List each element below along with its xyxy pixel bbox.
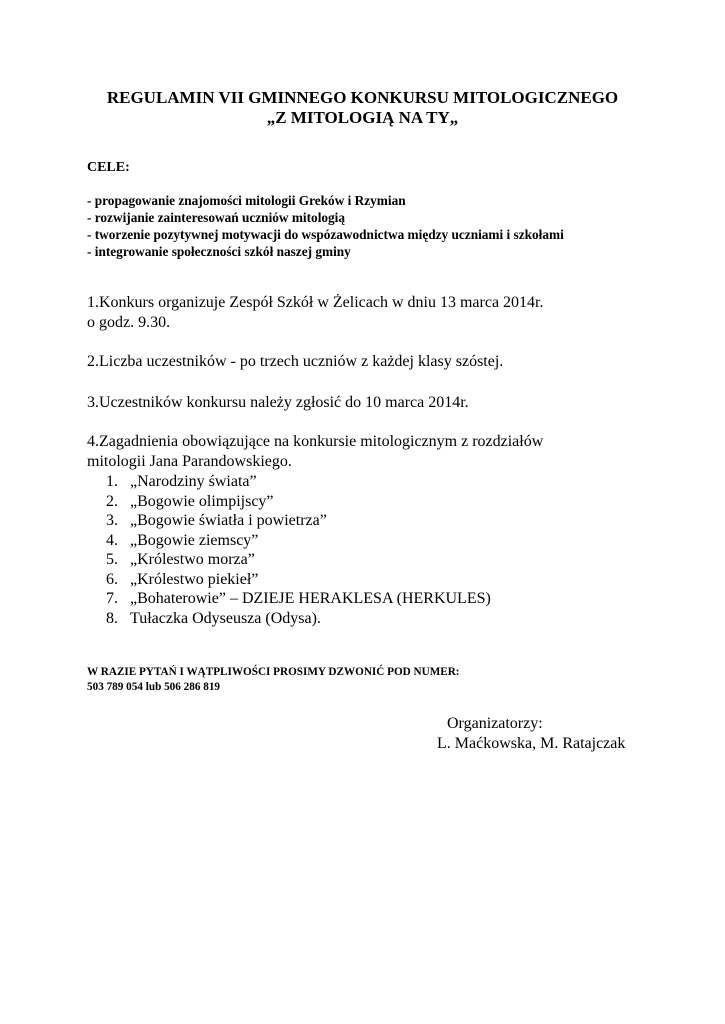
topic-text: Tułaczka Odyseusza (Odysa).	[130, 609, 321, 627]
contact-phone-numbers: 503 789 054 lub 506 286 819	[87, 681, 221, 693]
rule-4-line-2: mitologii Jana Parandowskiego.	[87, 453, 292, 470]
rule-1-line-1: 1.Konkurs organizuje Zespół Szkół w Żelicach w dniu 13 marca 2014r.	[87, 294, 544, 311]
topic-text: „Królestwo piekieł”	[130, 570, 259, 588]
topic-number: 4.	[106, 531, 118, 549]
document-subtitle: „Z MITOLOGIĄ NA TY„	[266, 108, 459, 127]
topic-item	[106, 589, 491, 609]
goals-heading: CELE:	[87, 160, 130, 175]
topic-number: 1.	[106, 473, 118, 490]
topic-number: 7.	[106, 590, 118, 607]
rule-3: 3.Uczestników konkursu należy zgłosić do 10 marca 2014r.	[87, 394, 469, 411]
topic-text: „Bogowie olimpijscy”	[130, 492, 274, 510]
topic-item	[106, 570, 491, 590]
topic-text: „Bohaterowie” – DZIEJE HERAKLESA (HERKULES)	[130, 590, 491, 607]
topic-item	[106, 609, 491, 629]
topics-list	[106, 472, 491, 628]
goal-item: - rozwijanie zainteresowań uczniów mitologią	[87, 210, 346, 225]
goal-item: - integrowanie społeczności szkół naszej gminy	[87, 244, 351, 259]
topic-number: 8.	[106, 609, 118, 627]
rule-4-line-1: 4.Zagadnienia obowiązujące na konkursie mitologicznym z rozdziałów	[87, 433, 544, 450]
topic-number: 6.	[106, 570, 118, 588]
rule-2: 2.Liczba uczestników - po trzech uczniów z każdej klasy szóstej.	[87, 353, 504, 370]
contact-info	[87, 665, 460, 695]
topic-text: „Narodziny świata”	[130, 473, 257, 490]
topic-text: „Bogowie ziemscy”	[130, 531, 259, 549]
topic-item	[106, 550, 491, 570]
topic-number: 2.	[106, 492, 118, 510]
topic-item	[106, 492, 491, 512]
rule-1-line-2: o godz. 9.30.	[87, 314, 171, 331]
organizers-names: L. Maćkowska, M. Ratajczak	[437, 735, 626, 752]
goal-item: - propagowanie znajomości mitologii Greków i Rzymian	[87, 193, 406, 208]
topic-number: 5.	[106, 551, 118, 568]
goal-item: - tworzenie pozytywnej motywacji do wspózawodnictwa między uczniami i szkołami	[87, 227, 564, 242]
topic-text: „Królestwo morza”	[130, 551, 255, 568]
topic-item	[106, 472, 491, 492]
contact-note: W RAZIE PYTAŃ I WĄTPLIWOŚCI PROSIMY DZWONIĆ POD NUMER:	[87, 666, 460, 678]
document-title: REGULAMIN VII GMINNEGO KONKURSU MITOLOGICZNEGO	[106, 88, 619, 107]
topic-item	[106, 531, 491, 551]
rule-1	[87, 293, 543, 333]
goals-list	[87, 192, 564, 260]
topic-number: 3.	[106, 512, 118, 529]
organizers-label: Organizatorzy:	[447, 715, 543, 732]
rule-4	[87, 432, 543, 472]
topic-text: „Bogowie światła i powietrza”	[130, 512, 327, 529]
topic-item	[106, 511, 491, 531]
